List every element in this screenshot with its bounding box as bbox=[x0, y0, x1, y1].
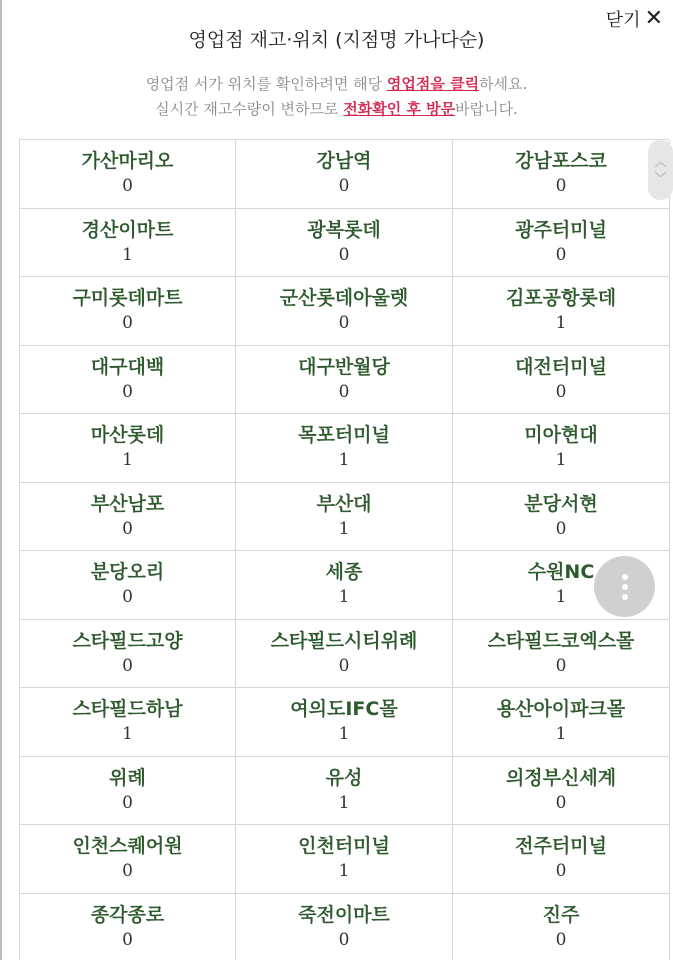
store-cell[interactable] bbox=[236, 825, 453, 894]
scrollbar[interactable] bbox=[648, 140, 673, 200]
store-cell[interactable] bbox=[236, 346, 453, 415]
store-cell[interactable] bbox=[20, 894, 236, 960]
store-stock-qty: 1 bbox=[555, 450, 567, 470]
notice-line-2-pre: 실시간 재고수량이 변하므로 bbox=[155, 100, 344, 118]
store-cell[interactable] bbox=[20, 688, 236, 757]
dialog-title: 영업점 재고·위치 (지점명 가나다순) bbox=[188, 29, 485, 51]
store-cell[interactable] bbox=[236, 414, 453, 483]
scroll-down-icon[interactable]: ﹀ bbox=[654, 171, 667, 185]
store-stock-qty: 0 bbox=[555, 176, 567, 196]
store-cell[interactable] bbox=[453, 483, 670, 552]
store-name: 광주터미널 bbox=[515, 218, 607, 241]
store-cell[interactable] bbox=[453, 757, 670, 826]
dialog-header bbox=[0, 0, 673, 60]
store-name: 용산아이파크몰 bbox=[496, 698, 626, 720]
store-name: 분당서현 bbox=[524, 492, 598, 515]
store-stock-qty: 0 bbox=[122, 587, 133, 607]
notice-line-2-post: 바랍니다. bbox=[455, 100, 518, 118]
store-stock-qty: 1 bbox=[338, 792, 350, 813]
store-name: 수원NC bbox=[527, 561, 595, 583]
store-name: 대전터미널 bbox=[515, 355, 607, 378]
store-cell[interactable] bbox=[20, 757, 236, 826]
store-stock-qty: 0 bbox=[338, 381, 350, 402]
store-name: 강남포스코 bbox=[515, 150, 607, 172]
store-name: 종각종로 bbox=[90, 903, 165, 926]
store-name: 강남역 bbox=[316, 150, 372, 172]
store-name: 목포터미널 bbox=[298, 424, 390, 446]
more-vertical-icon bbox=[622, 574, 628, 580]
store-name: 광복롯데 bbox=[307, 218, 381, 241]
notice-line-2 bbox=[0, 97, 673, 122]
store-name: 위례 bbox=[109, 766, 146, 789]
store-cell[interactable] bbox=[453, 620, 670, 689]
store-cell[interactable] bbox=[20, 551, 236, 620]
store-stock-qty: 1 bbox=[338, 518, 350, 539]
store-cell[interactable] bbox=[236, 894, 453, 960]
store-cell[interactable] bbox=[20, 483, 236, 552]
notice-line-2-highlight: 전화확인 후 방문 bbox=[343, 100, 456, 118]
store-cell[interactable] bbox=[453, 414, 670, 483]
store-stock-qty: 0 bbox=[122, 655, 133, 676]
store-cell[interactable] bbox=[20, 209, 236, 278]
close-button[interactable] bbox=[606, 6, 663, 32]
store-stock-qty: 0 bbox=[338, 655, 350, 676]
store-cell[interactable] bbox=[453, 140, 670, 209]
store-name: 세종 bbox=[325, 561, 363, 583]
store-name: 구미롯데마트 bbox=[72, 287, 183, 309]
store-name: 전주터미널 bbox=[515, 835, 607, 857]
store-cell[interactable] bbox=[453, 894, 670, 960]
store-cell[interactable] bbox=[20, 346, 236, 415]
store-stock-qty: 0 bbox=[338, 176, 350, 196]
store-name: 마산롯데 bbox=[90, 424, 165, 446]
store-name: 인천터미널 bbox=[298, 835, 390, 857]
store-stock-qty: 0 bbox=[555, 518, 567, 539]
store-stock-qty: 1 bbox=[122, 450, 133, 470]
store-stock-qty: 1 bbox=[122, 724, 133, 744]
store-name: 스타필드코엑스몰 bbox=[487, 629, 635, 652]
store-stock-qty: 0 bbox=[122, 381, 133, 402]
store-stock-qty: 1 bbox=[555, 587, 567, 607]
store-stock-qty: 1 bbox=[338, 587, 350, 607]
store-stock-qty: 0 bbox=[555, 655, 567, 676]
store-name: 진주 bbox=[542, 903, 580, 926]
store-cell[interactable] bbox=[453, 825, 670, 894]
store-stock-qty: 1 bbox=[338, 450, 350, 470]
store-cell[interactable] bbox=[20, 825, 236, 894]
more-vertical-icon-dot bbox=[622, 594, 628, 600]
store-name: 스타필드시티위례 bbox=[270, 629, 418, 652]
store-name: 군산롯데아울렛 bbox=[279, 287, 409, 309]
store-stock-qty: 0 bbox=[338, 929, 350, 950]
store-cell[interactable] bbox=[236, 277, 453, 346]
store-stock-qty: 0 bbox=[122, 861, 133, 881]
notice-text bbox=[0, 72, 673, 122]
store-cell[interactable] bbox=[236, 688, 453, 757]
store-name: 스타필드하남 bbox=[72, 698, 183, 720]
store-cell[interactable] bbox=[453, 209, 670, 278]
store-name: 경산이마트 bbox=[81, 218, 174, 241]
store-name: 미아현대 bbox=[524, 424, 598, 446]
store-cell[interactable] bbox=[20, 414, 236, 483]
close-label: 닫기 bbox=[605, 10, 641, 31]
store-stock-qty: 0 bbox=[122, 518, 133, 539]
store-stock-qty: 1 bbox=[555, 724, 567, 744]
store-stock-qty: 0 bbox=[122, 176, 133, 196]
store-cell[interactable] bbox=[20, 277, 236, 346]
notice-line-1 bbox=[0, 72, 673, 97]
store-grid bbox=[19, 139, 669, 960]
notice-line-1-pre: 영업점 서가 위치를 확인하려면 해당 bbox=[145, 75, 387, 93]
store-name: 유성 bbox=[325, 766, 363, 789]
store-stock-qty: 0 bbox=[338, 313, 350, 333]
store-name: 여의도IFC몰 bbox=[290, 698, 398, 720]
store-stock-qty: 0 bbox=[555, 381, 567, 402]
store-name: 대구대백 bbox=[90, 355, 165, 378]
store-stock-qty: 1 bbox=[555, 313, 567, 333]
close-icon: ✕ bbox=[644, 6, 663, 31]
store-stock-qty: 0 bbox=[122, 929, 133, 950]
store-stock-qty: 0 bbox=[555, 929, 567, 950]
store-cell[interactable] bbox=[453, 277, 670, 346]
store-name: 부산남포 bbox=[90, 492, 165, 515]
store-name: 부산대 bbox=[316, 492, 372, 515]
notice-line-1-highlight: 영업점을 클릭 bbox=[386, 75, 480, 93]
store-stock-qty: 0 bbox=[338, 244, 350, 265]
store-cell[interactable] bbox=[236, 140, 453, 209]
store-cell[interactable] bbox=[453, 688, 670, 757]
store-cell[interactable] bbox=[20, 140, 236, 209]
store-cell[interactable] bbox=[20, 620, 236, 689]
store-name: 죽전이마트 bbox=[298, 903, 390, 926]
notice-line-1-post: 하세요. bbox=[479, 75, 528, 93]
store-stock-qty: 0 bbox=[555, 792, 567, 813]
scroll-up-icon[interactable]: ︿ bbox=[654, 155, 667, 169]
store-cell[interactable] bbox=[236, 209, 453, 278]
store-stock-qty: 0 bbox=[122, 313, 133, 333]
store-name: 의정부신세계 bbox=[505, 766, 617, 789]
store-name: 김포공항롯데 bbox=[505, 287, 617, 309]
store-name: 분당오리 bbox=[90, 561, 165, 583]
store-name: 인천스퀘어원 bbox=[72, 835, 183, 857]
store-stock-qty: 0 bbox=[555, 861, 567, 881]
store-cell[interactable] bbox=[236, 483, 453, 552]
store-stock-qty: 1 bbox=[122, 244, 133, 265]
store-stock-qty: 1 bbox=[338, 861, 350, 881]
store-name: 스타필드고양 bbox=[72, 629, 183, 652]
store-cell[interactable] bbox=[453, 346, 670, 415]
store-name: 가산마리오 bbox=[81, 150, 174, 172]
more-vertical-icon-dot bbox=[622, 584, 628, 590]
store-stock-qty: 1 bbox=[338, 724, 350, 744]
store-stock-qty: 0 bbox=[555, 244, 567, 265]
store-cell[interactable] bbox=[236, 757, 453, 826]
store-cell[interactable] bbox=[236, 551, 453, 620]
more-options-button[interactable] bbox=[594, 556, 655, 617]
store-stock-qty: 0 bbox=[122, 792, 133, 813]
store-name: 대구반월당 bbox=[298, 355, 390, 378]
store-cell[interactable] bbox=[236, 620, 453, 689]
left-edge-border bbox=[0, 0, 2, 960]
